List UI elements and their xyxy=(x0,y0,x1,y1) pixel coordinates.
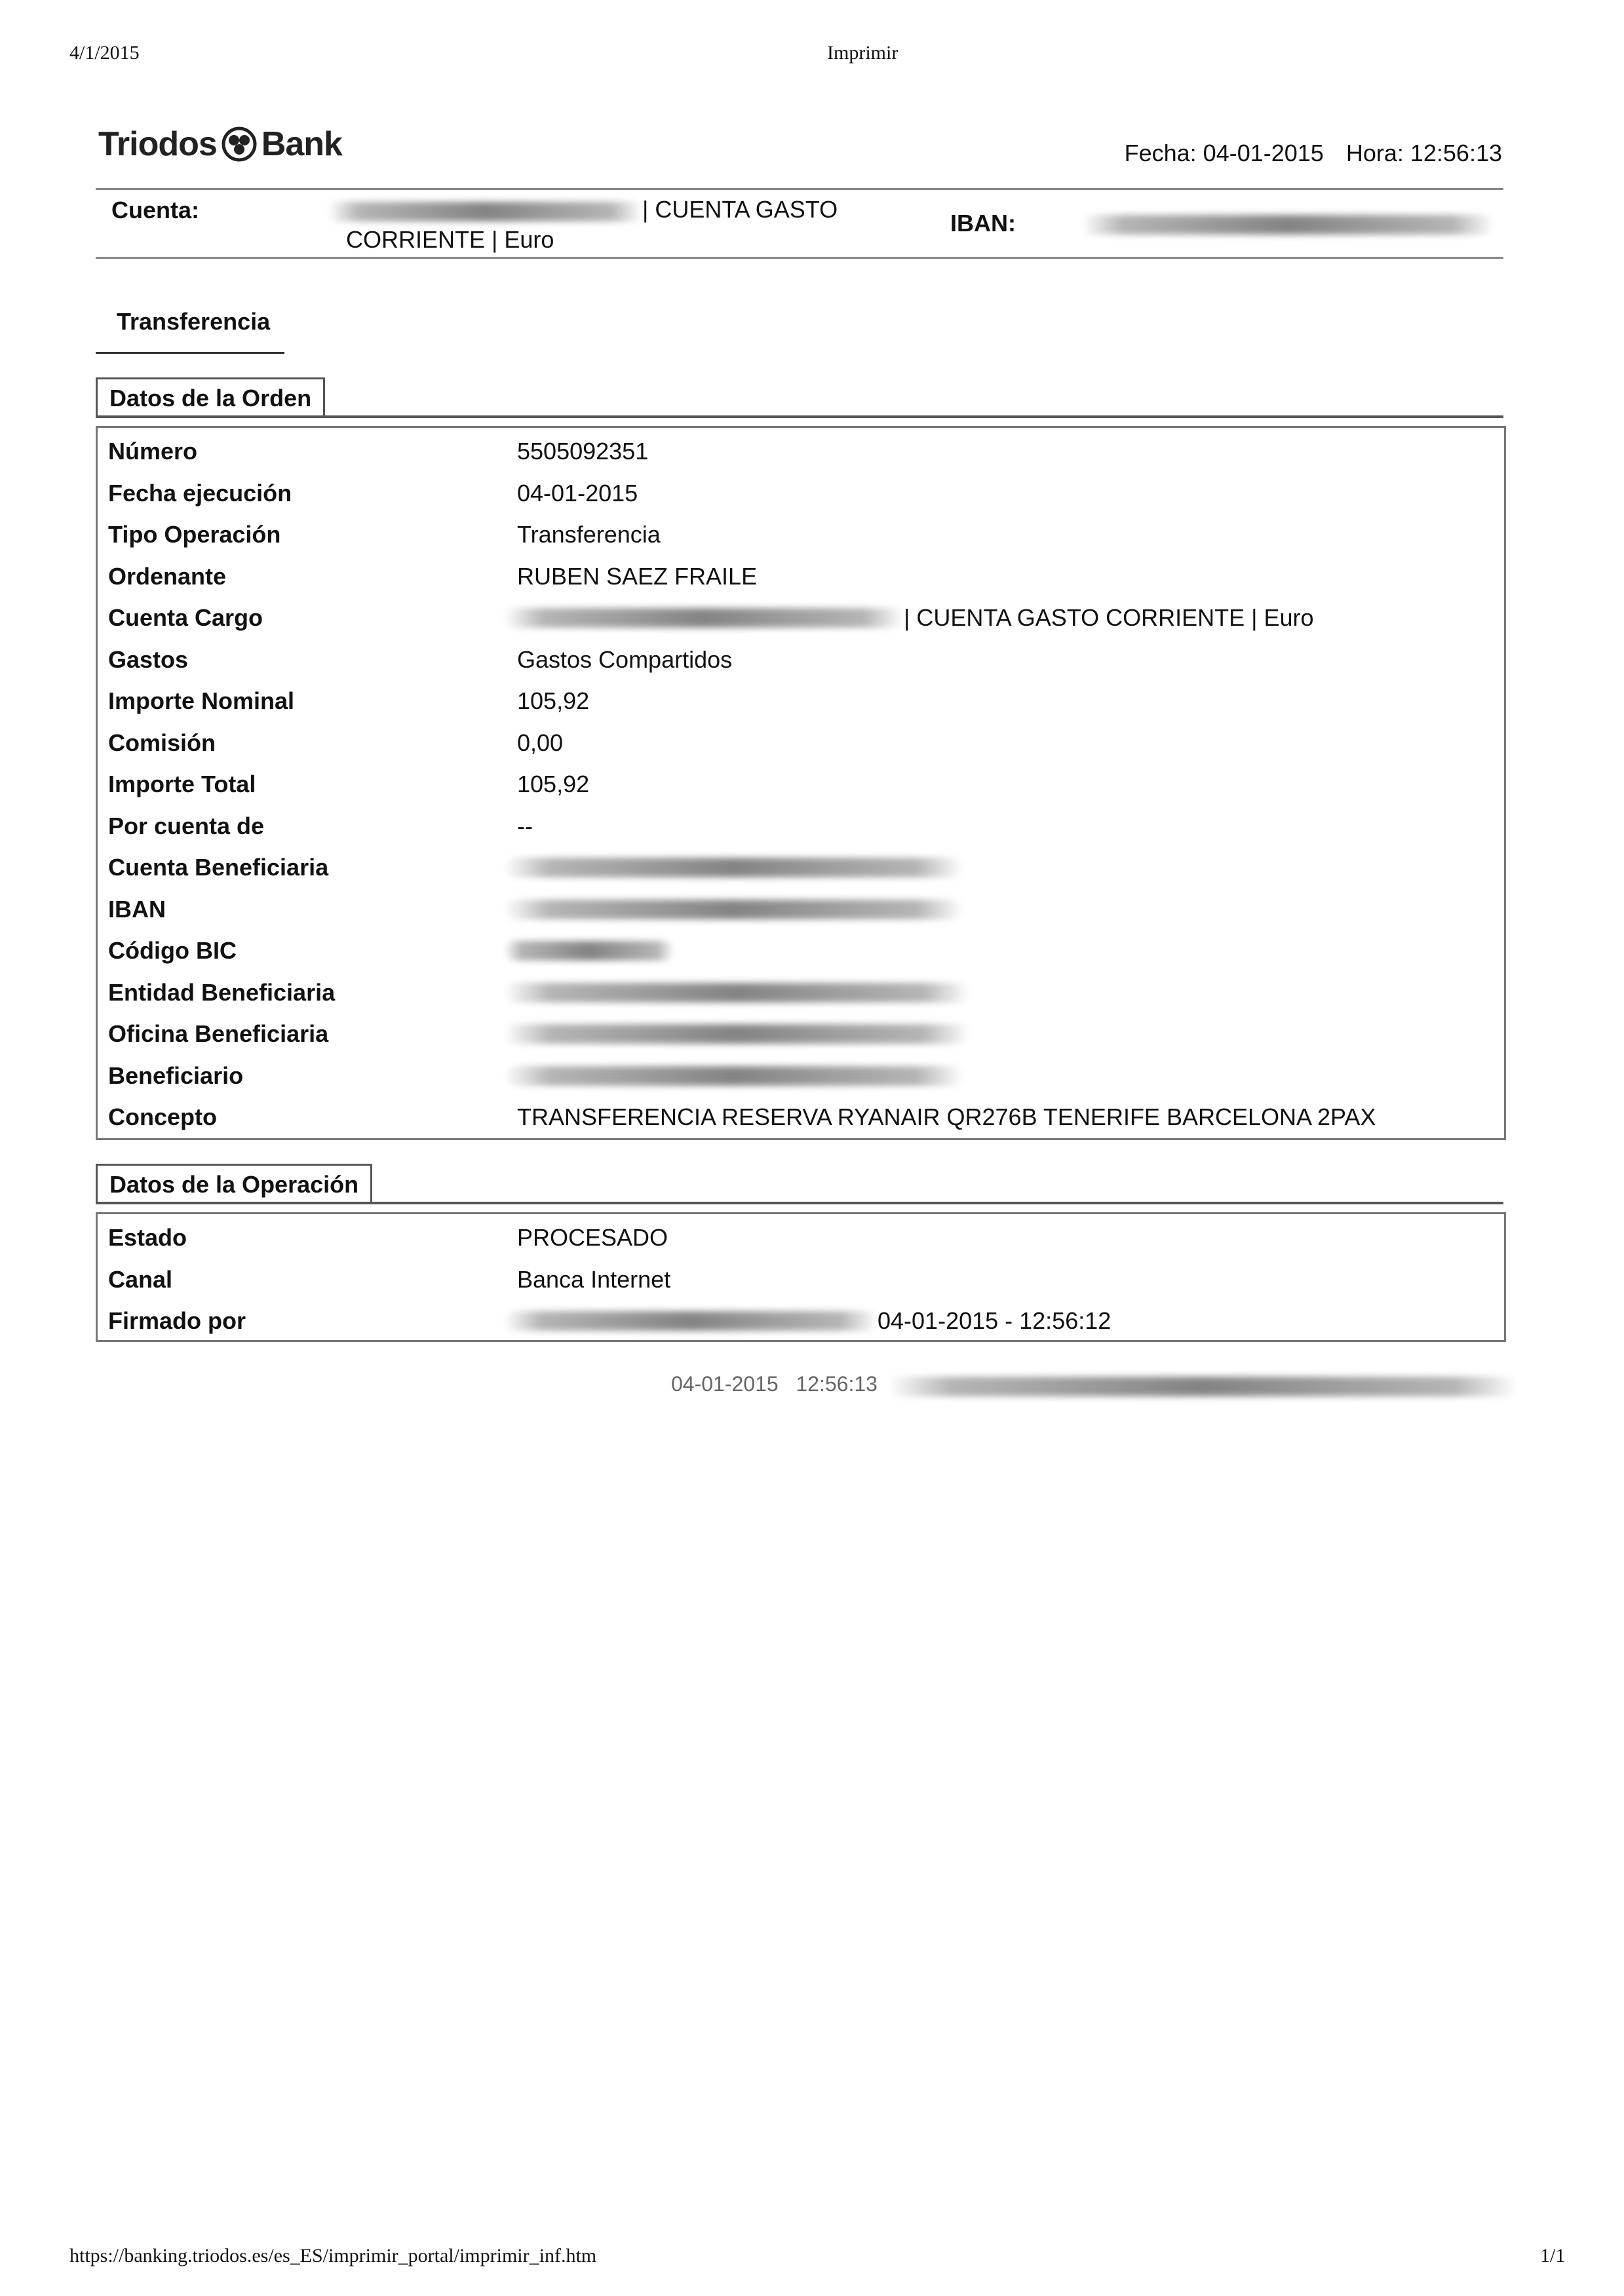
row-value: TRANSFERENCIA RESERVA RYANAIR QR276B TENERIFE BARCELONA 2PAX xyxy=(517,1103,1376,1130)
footer-stamp-time: 12:56:13 xyxy=(796,1372,878,1396)
row-label: Firmado por xyxy=(108,1307,246,1334)
orden-table xyxy=(96,426,1506,1140)
cuenta-label: Cuenta: xyxy=(111,197,199,223)
table-row xyxy=(98,556,1504,597)
table-row xyxy=(98,889,1504,930)
redacted-footer-signature xyxy=(888,1377,1517,1396)
operacion-section-tab: Datos de la Operación xyxy=(96,1164,372,1202)
redacted-value xyxy=(504,983,969,1003)
table-row xyxy=(98,1096,1504,1138)
divider-account-bottom xyxy=(96,257,1503,259)
row-label: IBAN xyxy=(108,895,166,923)
row-label: Comisión xyxy=(108,729,216,756)
orden-section-tab: Datos de la Orden xyxy=(96,377,325,415)
table-row xyxy=(98,597,1504,638)
table-row xyxy=(98,847,1504,888)
row-value: 0,00 xyxy=(517,729,564,756)
row-value: 04-01-2015 - 12:56:12 xyxy=(878,1307,1112,1334)
row-value: PROCESADO xyxy=(517,1224,668,1251)
row-value: 105,92 xyxy=(517,771,590,797)
redacted-account-number xyxy=(328,202,642,221)
row-label: Ordenante xyxy=(108,562,227,590)
row-label: Cuenta Beneficiaria xyxy=(108,854,329,881)
row-label: Código BIC xyxy=(108,937,237,964)
print-title: Imprimir xyxy=(827,42,899,64)
table-row xyxy=(98,639,1504,680)
row-label: Tipo Operación xyxy=(108,521,281,548)
row-value: 105,92 xyxy=(517,687,590,714)
print-url: https://banking.triodos.es/es_ES/imprimir_portal/imprimir_inf.htm xyxy=(69,2245,597,2267)
brand-name-right: Bank xyxy=(261,125,342,163)
redacted-value xyxy=(504,608,904,628)
table-row xyxy=(98,805,1504,847)
row-value: RUBEN SAEZ FRAILE xyxy=(517,562,758,590)
table-row xyxy=(98,680,1504,721)
row-value: -- xyxy=(517,812,533,839)
footer-stamp xyxy=(671,1372,878,1396)
row-label: Canal xyxy=(108,1265,173,1293)
table-row xyxy=(98,1055,1504,1096)
triodos-logo xyxy=(98,124,342,164)
table-row xyxy=(98,722,1504,763)
table-row xyxy=(98,1259,1504,1300)
redacted-value xyxy=(504,1066,963,1086)
row-value: Banca Internet xyxy=(517,1265,671,1293)
orden-section-line xyxy=(96,415,1503,418)
header-datetime xyxy=(1125,140,1502,167)
row-value: | CUENTA GASTO CORRIENTE | Euro xyxy=(904,604,1314,631)
table-row xyxy=(98,930,1504,971)
iban-label: IBAN: xyxy=(950,210,1016,237)
table-row xyxy=(98,430,1504,472)
header-fecha: Fecha: 04-01-2015 xyxy=(1124,140,1324,166)
redacted-value xyxy=(504,858,963,877)
header-hora: Hora: 12:56:13 xyxy=(1345,140,1502,166)
table-row xyxy=(98,1300,1504,1341)
row-value: Gastos Compartidos xyxy=(517,645,733,673)
print-date: 4/1/2015 xyxy=(69,42,140,64)
print-page-number: 1/1 xyxy=(1540,2245,1566,2267)
row-label: Importe Nominal xyxy=(108,687,295,714)
row-value: 04-01-2015 xyxy=(517,479,638,507)
triodos-emblem-icon xyxy=(221,126,258,163)
redacted-value xyxy=(504,1024,969,1044)
row-label: Fecha ejecución xyxy=(108,479,292,507)
operacion-table xyxy=(96,1212,1506,1342)
divider-top xyxy=(96,188,1503,190)
table-row xyxy=(98,972,1504,1013)
row-label: Beneficiario xyxy=(108,1062,244,1089)
row-label: Oficina Beneficiaria xyxy=(108,1020,329,1047)
table-row xyxy=(98,1013,1504,1054)
table-row xyxy=(98,1217,1504,1258)
footer-stamp-date: 04-01-2015 xyxy=(671,1372,779,1396)
redacted-value xyxy=(504,1311,878,1331)
row-label: Por cuenta de xyxy=(108,812,265,839)
row-label: Concepto xyxy=(108,1103,217,1130)
redacted-value xyxy=(504,941,674,961)
row-label: Gastos xyxy=(108,645,189,673)
row-label: Estado xyxy=(108,1224,187,1251)
row-label: Entidad Beneficiaria xyxy=(108,978,336,1006)
page-title-underline xyxy=(96,352,284,354)
row-label: Importe Total xyxy=(108,771,256,797)
row-value: Transferencia xyxy=(517,521,661,548)
operacion-section-line xyxy=(96,1202,1503,1204)
row-label: Cuenta Cargo xyxy=(108,604,263,631)
brand-name-left: Triodos xyxy=(98,125,217,163)
redacted-value xyxy=(504,900,963,919)
table-row xyxy=(98,763,1504,805)
cuenta-suffix-line2: CORRIENTE | Euro xyxy=(346,226,554,253)
cuenta-suffix-line1: | CUENTA GASTO xyxy=(642,196,838,223)
page-title: Transferencia xyxy=(117,308,271,335)
row-value: 5505092351 xyxy=(517,438,649,465)
table-row xyxy=(98,472,1504,514)
row-label: Número xyxy=(108,438,198,465)
redacted-iban xyxy=(1081,215,1494,235)
table-row xyxy=(98,514,1504,555)
